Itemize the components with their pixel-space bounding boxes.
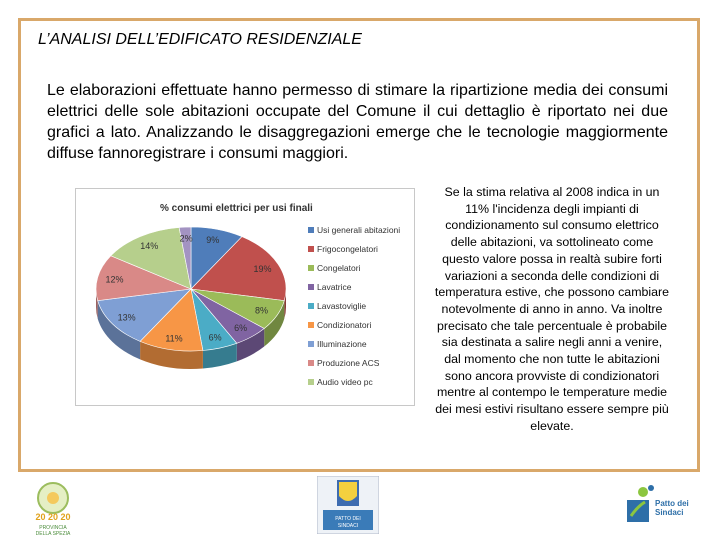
legend-swatch bbox=[308, 265, 314, 271]
legend-swatch bbox=[308, 284, 314, 290]
pie-data-label: 6% bbox=[208, 332, 222, 343]
legend-label: Condizionatori bbox=[317, 320, 372, 330]
legend-label: Lavastoviglie bbox=[317, 301, 367, 311]
side-paragraph: Se la stima relativa al 2008 indica in un 11% l'incidenza degli impianti di condizionamento sul consumo elettrico delle abitazioni, va sottolineato come questo valore possa in realtà subire forti variazioni a seconda delle condizioni di temperatura estive, che possono cambiare notevolmente di anno in anno. Va inoltre precisato che tale percentuale è probabile sia destinata a salire negli anni a venire, dal momento che non tutte le abitazioni sono ancora provviste di condizionatori mentre al contempo le temperature medie dei mesi estivi risultano essere sempre più elevate. bbox=[434, 185, 670, 433]
logo-text-line2: Sindaci bbox=[655, 508, 684, 517]
pie-chart bbox=[75, 188, 415, 406]
page-title: L’ANALISI DELL’EDIFICATO RESIDENZIALE bbox=[38, 31, 362, 48]
provincia-logo bbox=[28, 478, 78, 538]
svg-text:PROVINCIA: PROVINCIA bbox=[39, 525, 67, 531]
pie-data-label: 8% bbox=[254, 305, 268, 316]
svg-text:PATTO DEI: PATTO DEI bbox=[335, 516, 361, 522]
legend-label: Illuminazione bbox=[317, 339, 367, 349]
center-logo bbox=[317, 476, 379, 534]
svg-text:DELLA SPEZIA: DELLA SPEZIA bbox=[35, 531, 71, 537]
legend-label: Produzione ACS bbox=[317, 358, 380, 368]
pie-data-label: 12% bbox=[105, 274, 124, 285]
svg-text:20 20 20: 20 20 20 bbox=[35, 512, 71, 522]
pie-data-label: 14% bbox=[140, 241, 159, 252]
legend-swatch bbox=[308, 322, 314, 328]
pie-data-label: 13% bbox=[117, 312, 136, 323]
legend-swatch bbox=[308, 360, 314, 366]
legend-label: Frigocongelatori bbox=[317, 244, 378, 254]
legend-label: Lavatrice bbox=[317, 282, 352, 292]
intro-paragraph: Le elaborazioni effettuate hanno permesso di stimare la ripartizione media dei consumi elettrici delle sole abitazioni occupate del Comune il cui dettaglio è riportato nei due grafici a lato. Analizzando le disaggregazioni emerge che le tecnologie maggiormente diffuse fannoregistrare i consumi maggiori. bbox=[47, 82, 668, 162]
legend-swatch bbox=[308, 246, 314, 252]
legend-swatch bbox=[308, 227, 314, 233]
svg-text:SINDACI: SINDACI bbox=[337, 523, 359, 529]
patto-sindaci-logo bbox=[625, 482, 715, 526]
logo-text-line1: Patto dei bbox=[655, 499, 689, 508]
pie-data-label: 2% bbox=[179, 233, 193, 244]
legend-label: Usi generali abitazioni bbox=[317, 225, 401, 235]
legend-swatch bbox=[308, 303, 314, 309]
chart-title: % consumi elettrici per usi finali bbox=[160, 203, 313, 214]
pie-data-label: 9% bbox=[206, 235, 220, 246]
legend-swatch bbox=[308, 379, 314, 385]
legend-swatch bbox=[308, 341, 314, 347]
pie-data-label: 11% bbox=[165, 333, 183, 344]
legend-label: Audio video pc bbox=[317, 377, 373, 387]
pie-data-label: 19% bbox=[253, 263, 272, 274]
legend-label: Congelatori bbox=[317, 263, 361, 273]
pie-chart-svg bbox=[76, 189, 416, 407]
pie-data-label: 6% bbox=[234, 323, 248, 334]
